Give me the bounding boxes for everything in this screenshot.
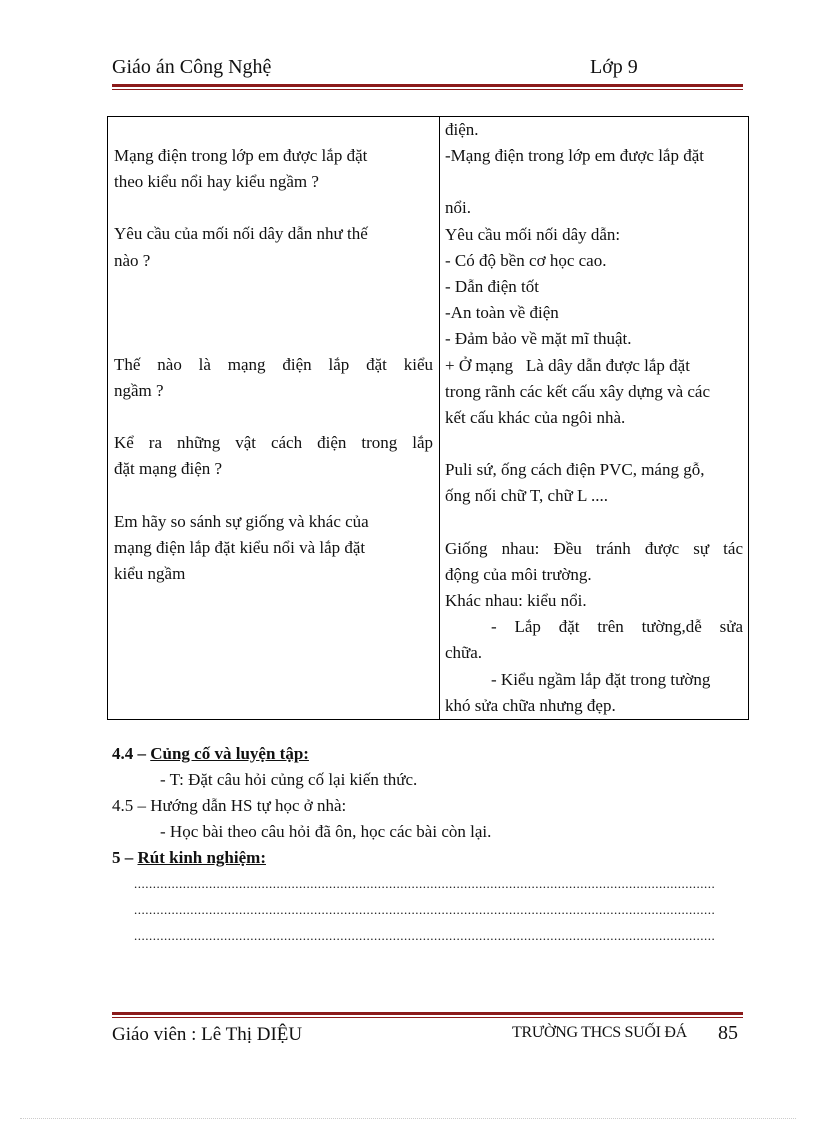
- question-line: Em hãy so sánh sự giống và khác của: [114, 511, 369, 531]
- footer-teacher: Giáo viên : Lê Thị DIỆU: [112, 1024, 303, 1045]
- answer-line: Khác nhau: kiểu nổi.: [445, 591, 587, 611]
- answer-line: nổi.: [445, 198, 471, 218]
- answer-line: Yêu cầu mối nối dây dẫn:: [445, 224, 621, 244]
- section-number: 4.4 –: [112, 744, 146, 763]
- header-grade: Lớp 9: [590, 56, 638, 78]
- answer-line: ống nối chữ T, chữ L ....: [445, 486, 609, 506]
- spacer: [114, 404, 433, 430]
- footer-rule: [112, 1012, 743, 1018]
- question-column: [108, 117, 440, 720]
- question-line: Kể ra những vật cách điện trong lắp: [114, 433, 433, 453]
- answer-line: - Có độ bền cơ học cao.: [445, 250, 607, 270]
- spacer: [114, 117, 433, 143]
- answer-line: động của môi trường.: [445, 564, 592, 584]
- page-number: 85: [718, 1022, 738, 1044]
- answer-line: Puli sứ, ống cách điện PVC, máng gỗ,: [445, 460, 705, 480]
- spacer: [114, 326, 433, 352]
- dotted-line: ...........................................................................................................................................................: [134, 902, 716, 917]
- answer-line: Giống nhau: Đều tránh được sự tác: [445, 538, 743, 558]
- answer-line: trong rãnh các kết cấu xây dựng và các: [445, 381, 711, 401]
- question-line: Thế nào là mạng điện lắp đặt kiểu: [114, 354, 433, 374]
- spacer: [445, 510, 743, 536]
- lesson-table: [107, 116, 749, 720]
- section-title: Củng cố và luyện tập:: [150, 744, 309, 763]
- question-line: kiểu ngầm: [114, 564, 186, 584]
- question-line: theo kiểu nổi hay kiểu ngầm ?: [114, 172, 319, 192]
- spacer: [445, 169, 743, 195]
- question-line: nào ?: [114, 250, 151, 270]
- page-edge-divider: [20, 1118, 796, 1119]
- section-4-4-item: - T: Đặt câu hỏi củng cố lại kiến thức.: [160, 770, 418, 789]
- question-line: mạng điện lắp đặt kiểu nổi và lắp đặt: [114, 537, 366, 557]
- answer-line: khó sửa chữa nhưng đẹp.: [445, 695, 616, 715]
- section-title: Rút kinh nghiệm:: [137, 848, 266, 867]
- section-4-5-heading: 4.5 – Hướng dẫn HS tự học ở nhà:: [112, 796, 347, 815]
- dotted-line: ...........................................................................................................................................................: [134, 928, 716, 943]
- header-subject: Giáo án Công Nghệ: [112, 56, 272, 78]
- dotted-line: ...........................................................................................................................................................: [134, 876, 716, 891]
- footer-school: TRƯỜNG THCS SUỐI ĐÁ: [512, 1024, 687, 1041]
- question-line: đặt mạng điện ?: [114, 459, 223, 479]
- answer-column: [440, 117, 749, 720]
- question-line: Mạng điện trong lớp em được lắp đặt: [114, 146, 368, 165]
- question-line: Yêu cầu của mối nối dây dẫn như thế: [114, 224, 368, 244]
- spacer: [114, 483, 433, 509]
- answer-line: -Mạng điện trong lớp em được lắp đặt: [445, 146, 704, 166]
- section-5-heading: [112, 845, 720, 871]
- answer-line: + Ở mạng Là dây dẫn được lắp đặt: [445, 355, 690, 375]
- answer-line: chữa.: [445, 643, 483, 663]
- header-rule: [112, 84, 743, 90]
- spacer: [114, 195, 433, 221]
- answer-line: kết cấu khác của ngôi nhà.: [445, 408, 626, 428]
- answer-line: - Dẫn điện tốt: [445, 277, 539, 297]
- answer-line: - Kiểu ngầm lắp đặt trong tường: [491, 669, 711, 689]
- answer-line: -An toàn về điện: [445, 303, 559, 323]
- answer-line: - Đảm bảo về mặt mĩ thuật.: [445, 329, 632, 349]
- question-line: ngầm ?: [114, 381, 164, 401]
- spacer: [114, 300, 433, 326]
- spacer: [114, 274, 433, 300]
- section-4-4-heading: [112, 741, 720, 767]
- spacer: [445, 431, 743, 457]
- answer-line: điện.: [445, 120, 479, 139]
- table-row: [108, 117, 749, 720]
- closing-sections: [112, 741, 720, 949]
- answer-line: - Lắp đặt trên tường,dễ sửa: [491, 617, 743, 637]
- section-number: 5 –: [112, 848, 134, 867]
- section-4-5-item: - Học bài theo câu hỏi đã ôn, học các bài còn lại.: [160, 822, 492, 841]
